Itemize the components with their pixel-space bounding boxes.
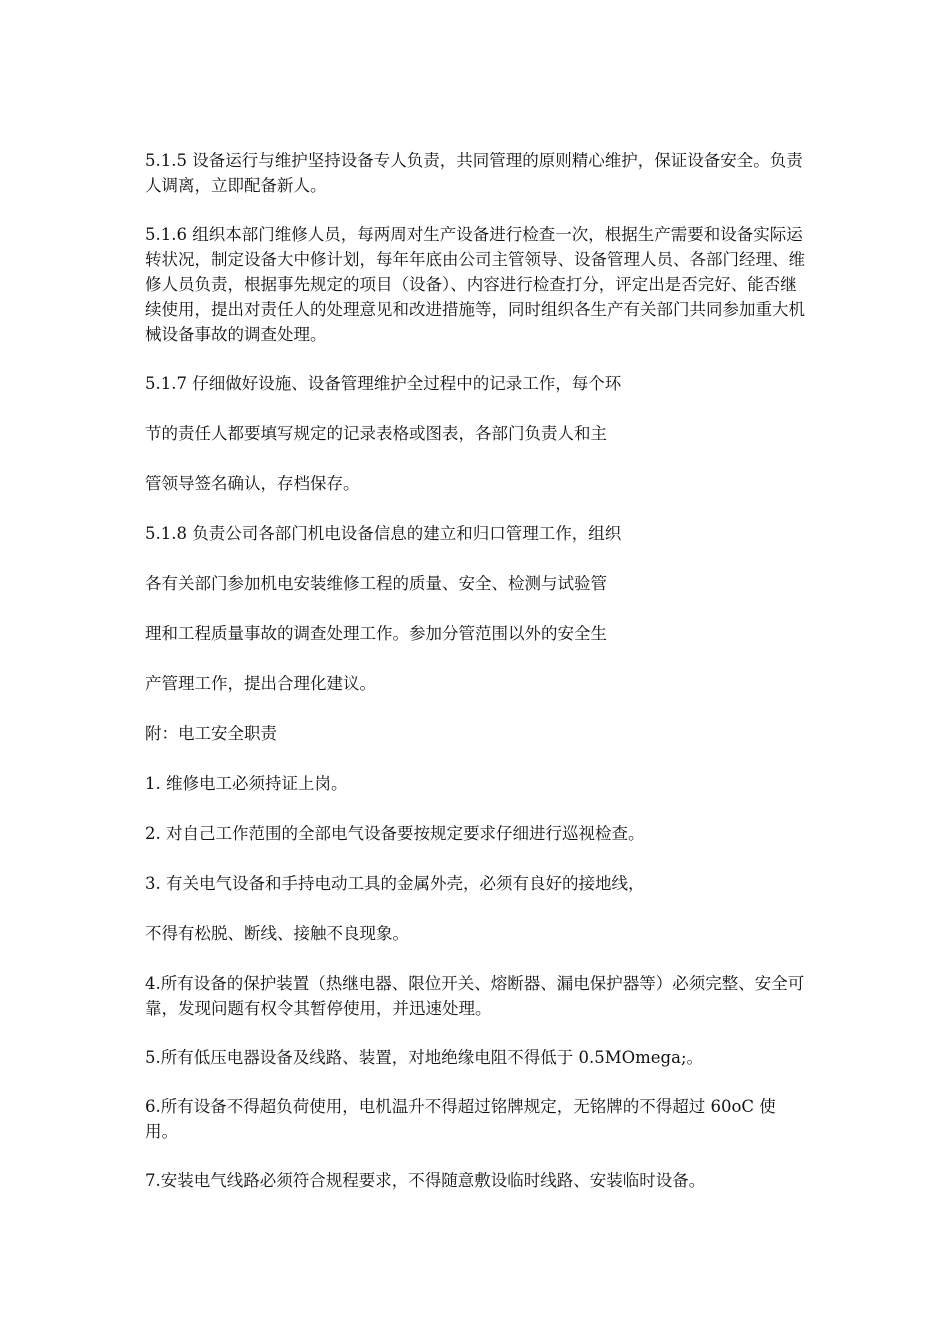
paragraph-5-1-7-line-2: 节的责任人都要填写规定的记录表格或图表，各部门负责人和主 [145,424,607,443]
duty-item-5: 5.所有低压电器设备及线路、装置，对地绝缘电阻不得低于 0.5MOmega;。 [145,1048,704,1067]
document-body [145,148,805,1193]
paragraph-5-1-7-line-3: 管领导签名确认，存档保存。 [145,474,360,493]
duty-item-1: 1. 维修电工必须持证上岗。 [145,774,348,793]
duty-item-7: 7.安装电气线路必须符合规程要求，不得随意敷设临时线路、安装临时设备。 [145,1171,706,1190]
paragraph-5-1-8-line-2: 各有关部门参加机电安装维修工程的质量、安全、检测与试验管 [145,574,607,593]
paragraph-5-1-8-line-3: 理和工程质量事故的调查处理工作。参加分管范围以外的安全生 [145,624,607,643]
paragraph-5-1-5: 5.1.5 设备运行与维护坚持设备专人负责，共同管理的原则精心维护，保证设备安全。负责人调离，立即配备新人。 [145,151,803,195]
duty-item-4: 4.所有设备的保护装置（热继电器、限位开关、熔断器、漏电保护器等）必须完整、安全可靠，发现问题有权令其暂停使用，并迅速处理。 [145,974,805,1018]
duty-item-3-line-2: 不得有松脱、断线、接触不良现象。 [145,924,409,943]
paragraph-5-1-8-line-4: 产管理工作，提出合理化建议。 [145,674,376,693]
duty-item-3-line-1: 3. 有关电气设备和手持电动工具的金属外壳，必须有良好的接地线， [145,874,645,893]
paragraph-5-1-7-line-1: 5.1.7 仔细做好设施、设备管理维护全过程中的记录工作，每个环 [145,374,622,393]
appendix-heading: 附：电工安全职责 [145,724,277,743]
duty-item-2: 2. 对自己工作范围的全部电气设备要按规定要求仔细进行巡视检查。 [145,824,645,843]
paragraph-5-1-8-line-1: 5.1.8 负责公司各部门机电设备信息的建立和归口管理工作，组织 [145,524,622,543]
duty-item-6: 6.所有设备不得超负荷使用，电机温升不得超过铭牌规定，无铭牌的不得超过 60oC 使用。 [145,1097,776,1141]
paragraph-5-1-6: 5.1.6 组织本部门维修人员，每两周对生产设备进行检查一次，根据生产需要和设备实际运转状况，制定设备大中修计划，每年年底由公司主管领导、设备管理人员、各部门经理、维修人员负责，根据事先规定的项目（设备）、内容进行检查打分，评定出是否完好、能否继续使用，提出对责任人的处理意见和改进措施等，同时组织各生产有关部门共同参加重大机械设备事故的调查处理。 [145,225,805,344]
